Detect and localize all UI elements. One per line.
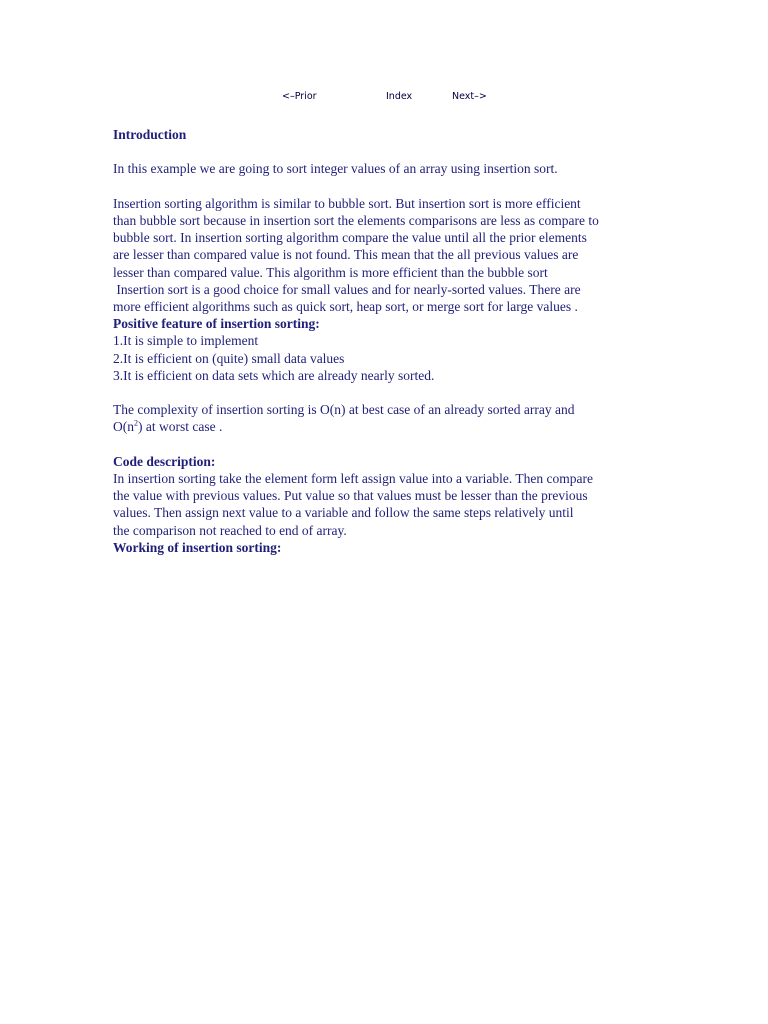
- index-link[interactable]: Index: [386, 91, 413, 102]
- intro-lead: In this example we are going to sort integer values of an array using insertion sort.: [113, 161, 558, 177]
- code-body-line: In insertion sorting take the element form left assign value into a variable. Then compare: [113, 471, 593, 486]
- code-body-line: the value with previous values. Put value so that values must be lesser than the previous: [113, 488, 588, 504]
- intro-body-line: more efficient algorithms such as quick sort, heap sort, or merge sort for large values .: [113, 299, 578, 314]
- code-body-line: values. Then assign next value to a variable and follow the same steps relatively until: [113, 505, 574, 521]
- introduction-heading: Introduction: [113, 127, 187, 142]
- intro-body-line: Insertion sort is a good choice for small values and for nearly-sorted values. There are: [113, 281, 581, 297]
- complexity-suffix: ) at worst case .: [138, 419, 223, 435]
- intro-body-line: bubble sort. In insertion sorting algorithm compare the value until all the prior elements: [113, 230, 587, 246]
- complexity-exponent: 2: [134, 418, 138, 428]
- intro-body-line: Insertion sorting algorithm is similar to bubble sort. But insertion sort is more efficient: [113, 195, 581, 211]
- document-content: [113, 126, 673, 556]
- code-body-line: the comparison not reached to end of array.: [113, 522, 347, 538]
- feature-item: 3.It is efficient on data sets which are already nearly sorted.: [113, 367, 435, 383]
- complexity-line: [113, 418, 673, 435]
- intro-body-line: are lesser than compared value is not found. This mean that the all previous values are: [113, 247, 579, 263]
- complexity-line: The complexity of insertion sorting is O(n) at best case of an already sorted array and: [113, 402, 575, 418]
- code-description-heading: Code description:: [113, 453, 216, 469]
- complexity-prefix: O(n: [113, 419, 134, 435]
- next-link[interactable]: Next–>: [452, 91, 487, 102]
- navigation-bar: [0, 91, 768, 107]
- features-heading: Positive feature of insertion sorting:: [113, 316, 320, 332]
- intro-body-line: lesser than compared value. This algorithm is more efficient than the bubble sort: [113, 264, 548, 280]
- intro-body-line: than bubble sort because in insertion sort the elements comparisons are less as compare to: [113, 212, 599, 228]
- feature-item: 1.It is simple to implement: [113, 333, 259, 349]
- feature-item: 2.It is efficient on (quite) small data values: [113, 350, 345, 366]
- prior-link[interactable]: <–Prior: [282, 91, 317, 102]
- working-heading: Working of insertion sorting:: [113, 539, 282, 555]
